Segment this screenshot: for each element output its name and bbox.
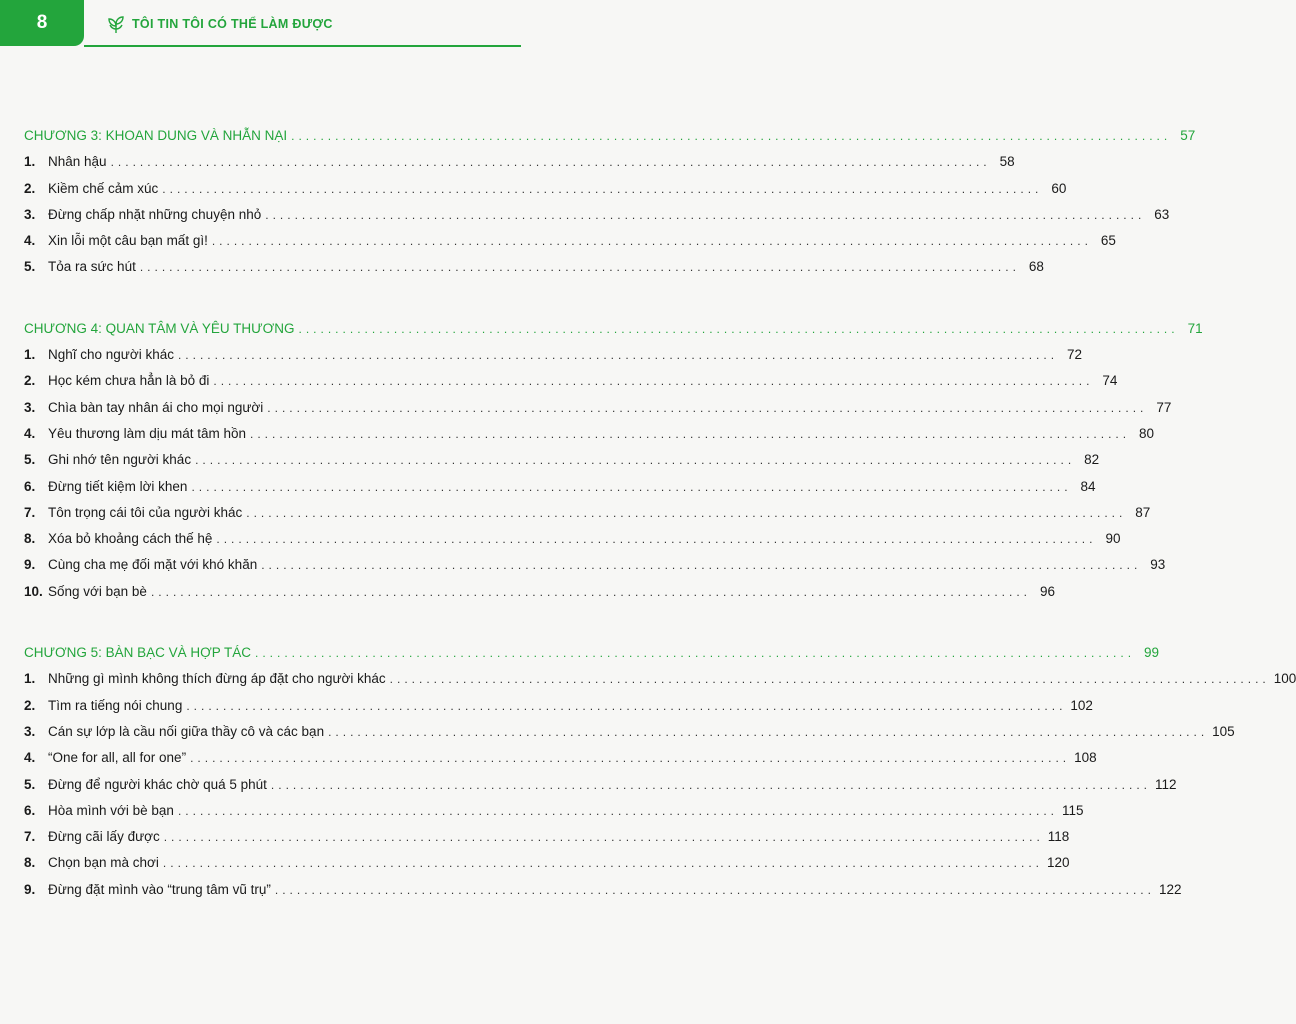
chapter-section (24, 320, 1203, 610)
dot-leader: ........................................................................................................................ (177, 803, 1059, 818)
entry-number: 4. (24, 233, 36, 249)
dot-leader: ........................................................................................................................ (265, 207, 1146, 222)
page-number-badge (0, 0, 84, 46)
toc-entry (24, 425, 1155, 452)
entry-number: 8. (24, 531, 36, 547)
entry-number: 5. (24, 452, 36, 468)
entry-page-number: 112 (1155, 776, 1177, 792)
entry-number: 1. (24, 154, 36, 170)
entry-page-number: 60 (1051, 180, 1067, 196)
book-title-text: TÔI TIN TÔI CÓ THỂ LÀM ĐƯỢC (132, 17, 333, 31)
entry-title: Chọn bạn mà chơi (48, 855, 159, 871)
entry-number: 2. (24, 697, 36, 713)
entry-number: 5. (24, 776, 36, 792)
entry-title: Ghi nhớ tên người khác (48, 452, 192, 468)
entry-page-number: 74 (1102, 373, 1118, 389)
entry-number: 1. (24, 347, 36, 363)
table-of-contents (24, 128, 1296, 943)
entry-number: 7. (24, 504, 36, 520)
dot-leader: ........................................................................................................................ (139, 260, 1020, 275)
entry-page-number: 122 (1158, 881, 1182, 897)
entry-title: Sống với bạn bè (48, 583, 147, 599)
toc-entry (24, 154, 1015, 180)
dot-leader: ........................................................................................................................ (162, 856, 1043, 871)
dot-leader: ........................................................................................................................ (254, 646, 1136, 661)
entry-number: 3. (24, 723, 36, 739)
entry-title: Cùng cha mẹ đối mặt với khó khăn (48, 557, 258, 573)
entry-number: 6. (24, 478, 36, 494)
toc-entry (24, 206, 1170, 233)
entry-page-number: 82 (1084, 452, 1100, 468)
chapter-section (24, 645, 1296, 908)
toc-entry (24, 478, 1096, 505)
entry-page-number: 96 (1039, 583, 1056, 599)
dot-leader: ........................................................................................................................ (177, 348, 1059, 363)
toc-entry (24, 802, 1084, 829)
entry-page-number: 58 (999, 154, 1015, 170)
entry-page-number: 72 (1067, 347, 1083, 363)
book-title (106, 14, 333, 34)
dot-leader: ........................................................................................................................ (190, 751, 1071, 766)
entry-title: Kiềm chế cảm xúc (48, 180, 159, 196)
entry-page-number: 68 (1028, 259, 1044, 275)
dot-leader: ........................................................................................................................ (291, 129, 1172, 143)
entry-page-number: 77 (1156, 399, 1172, 415)
entry-page-number: 120 (1047, 855, 1070, 871)
entry-title: Xin lỗi một câu bạn mất gì! (48, 233, 208, 249)
entry-title: Hòa mình với bè bạn (48, 802, 174, 818)
entry-page-number: 87 (1135, 504, 1151, 520)
entry-page-number: 108 (1074, 750, 1097, 766)
chapter-title: CHƯƠNG 5: BÀN BẠC VÀ HỢP TÁC (24, 645, 251, 661)
entry-page-number: 115 (1062, 802, 1084, 818)
entry-number: 9. (24, 881, 36, 897)
entry-title: Đừng đặt mình vào “trung tâm vũ trụ” (48, 881, 271, 897)
chapter-title: CHƯƠNG 4: QUAN TÂM VÀ YÊU THƯƠNG (24, 320, 295, 336)
entry-title: Chìa bàn tay nhân ái cho mọi người (48, 399, 264, 415)
dot-leader: ........................................................................................................................ (328, 724, 1209, 739)
chapter-heading (24, 320, 1203, 347)
dot-leader: ........................................................................................................................ (274, 882, 1155, 897)
entry-page-number: 63 (1154, 206, 1170, 222)
entry-title: Đừng tiết kiệm lời khen (48, 478, 188, 494)
dot-leader: ........................................................................................................................ (195, 453, 1076, 468)
chapter-page-number: 57 (1180, 128, 1196, 143)
toc-entry (24, 452, 1100, 478)
entry-title: Yêu thương làm dịu mát tâm hồn (48, 425, 246, 441)
toc-entry (24, 259, 1044, 285)
toc-entry (24, 750, 1097, 776)
chapter-title: CHƯƠNG 3: KHOAN DUNG VÀ NHẪN NẠI (24, 128, 288, 143)
toc-entry (24, 829, 1070, 855)
entry-number: 5. (24, 259, 36, 275)
dot-leader: ........................................................................................................................ (150, 584, 1032, 599)
entry-title: Đừng để người khác chờ quá 5 phút (48, 776, 267, 792)
toc-entry (24, 671, 1296, 697)
entry-title: Tỏa ra sức hút (48, 259, 136, 275)
entry-number: 4. (24, 750, 36, 766)
toc-entry (24, 697, 1093, 724)
entry-number: 3. (24, 399, 36, 415)
dot-leader: ........................................................................................................................ (216, 532, 1097, 547)
dot-leader: ........................................................................................................................ (246, 505, 1127, 520)
dot-leader: ........................................................................................................................ (191, 479, 1072, 494)
entry-number: 10. (24, 583, 43, 599)
entry-title: Học kém chưa hẳn là bỏ đi (48, 373, 210, 389)
toc-entry (24, 347, 1083, 373)
entry-number: 2. (24, 180, 36, 196)
entry-number: 3. (24, 206, 36, 222)
toc-entry (24, 723, 1235, 750)
dot-leader: ........................................................................................................................ (211, 234, 1092, 249)
toc-entry (24, 399, 1172, 426)
entry-title: Những gì mình không thích đừng áp đặt cho người khác (48, 671, 386, 687)
entry-title: Đừng cãi lấy được (48, 829, 160, 845)
entry-page-number: 90 (1105, 531, 1121, 547)
entry-title: “One for all, all for one” (48, 750, 187, 766)
entry-page-number: 100 (1273, 671, 1296, 687)
dot-leader: ........................................................................................................................ (298, 321, 1179, 336)
chapter-section (24, 128, 1196, 286)
entry-page-number: 80 (1139, 425, 1155, 441)
dot-leader: ........................................................................................................................ (261, 558, 1142, 573)
page-number: 8 (36, 12, 48, 33)
entry-title: Tìm ra tiếng nói chung (48, 697, 183, 713)
entry-number: 1. (24, 671, 36, 687)
page-header (0, 0, 521, 48)
entry-page-number: 84 (1080, 478, 1096, 494)
chapter-heading (24, 128, 1196, 154)
entry-number: 2. (24, 373, 36, 389)
entry-title: Cán sự lớp là cầu nối giữa thầy cô và các bạn (48, 723, 325, 739)
entry-page-number: 105 (1212, 723, 1235, 739)
toc-entry (24, 776, 1177, 803)
chapter-heading (24, 645, 1160, 671)
dot-leader: ........................................................................................................................ (110, 155, 991, 170)
toc-entry (24, 233, 1116, 259)
toc-entry (24, 557, 1166, 583)
entry-title: Nghĩ cho người khác (48, 347, 174, 363)
entry-number: 6. (24, 802, 36, 818)
toc-entry (24, 881, 1182, 908)
entry-title: Tôn trọng cái tôi của người khác (48, 504, 243, 520)
header-rule (84, 45, 521, 47)
toc-entry (24, 504, 1151, 531)
dot-leader: ........................................................................................................................ (186, 698, 1067, 713)
chapter-page-number: 71 (1187, 320, 1203, 336)
dot-leader: ........................................................................................................................ (267, 400, 1148, 415)
entry-title: Đừng chấp nhặt những chuyện nhỏ (48, 206, 262, 222)
toc-entry (24, 373, 1118, 399)
dot-leader: ........................................................................................................................ (270, 777, 1151, 792)
toc-entry (24, 855, 1070, 881)
entry-number: 7. (24, 829, 36, 845)
toc-entry (24, 531, 1121, 557)
entry-page-number: 65 (1100, 233, 1116, 249)
dot-leader: ........................................................................................................................ (250, 426, 1131, 441)
dot-leader: ........................................................................................................................ (213, 374, 1094, 389)
toc-entry (24, 180, 1067, 207)
leaf-sprout-icon (106, 14, 126, 34)
entry-number: 4. (24, 425, 36, 441)
entry-page-number: 118 (1047, 829, 1070, 845)
dot-leader: ........................................................................................................................ (163, 830, 1044, 845)
dot-leader: ........................................................................................................................ (389, 672, 1270, 687)
toc-entry (24, 583, 1056, 610)
entry-page-number: 93 (1150, 557, 1166, 573)
entry-number: 8. (24, 855, 36, 871)
dot-leader: ........................................................................................................................ (162, 181, 1043, 196)
entry-title: Xóa bỏ khoảng cách thế hệ (48, 531, 213, 547)
entry-page-number: 102 (1070, 697, 1093, 713)
chapter-page-number: 99 (1144, 645, 1160, 661)
entry-title: Nhân hậu (48, 154, 107, 170)
entry-number: 9. (24, 557, 36, 573)
